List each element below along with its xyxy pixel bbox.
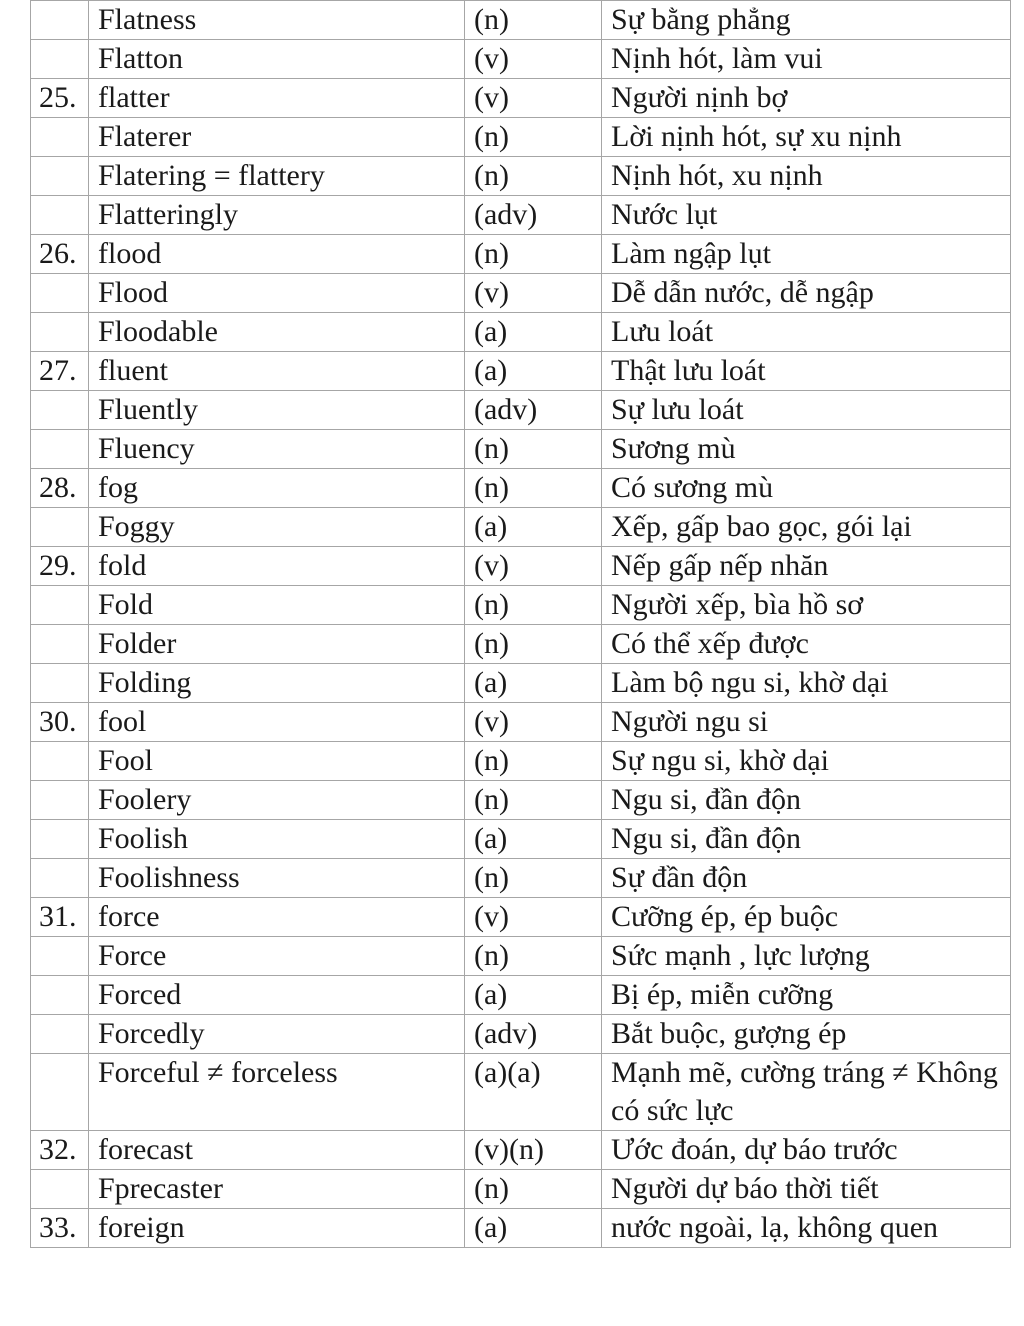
meaning-cell: Người nịnh bợ	[602, 79, 1011, 118]
part-of-speech-cell: (v)	[465, 40, 602, 79]
meaning-cell: Mạnh mẽ, cường tráng ≠ Không có sức lực	[602, 1054, 1011, 1131]
meaning-cell: Nếp gấp nếp nhăn	[602, 547, 1011, 586]
entry-number: 28.	[31, 469, 89, 508]
meaning-cell: Lời nịnh hót, sự xu nịnh	[602, 118, 1011, 157]
entry-number	[31, 1054, 89, 1131]
entry-number	[31, 664, 89, 703]
entry-number	[31, 508, 89, 547]
meaning-cell: Sức mạnh , lực lượng	[602, 937, 1011, 976]
part-of-speech-cell: (v)	[465, 547, 602, 586]
table-row	[31, 508, 1011, 547]
word-cell: Fprecaster	[89, 1170, 465, 1209]
table-row	[31, 937, 1011, 976]
table-row	[31, 313, 1011, 352]
meaning-cell: Người xếp, bìa hồ sơ	[602, 586, 1011, 625]
meaning-cell: Sương mù	[602, 430, 1011, 469]
meaning-cell: Sự lưu loát	[602, 391, 1011, 430]
meaning-cell: Bắt buộc, gượng ép	[602, 1015, 1011, 1054]
part-of-speech-cell: (n)	[465, 625, 602, 664]
entry-number: 29.	[31, 547, 89, 586]
table-row	[31, 40, 1011, 79]
word-cell: Forced	[89, 976, 465, 1015]
vocabulary-table-body	[31, 1, 1011, 1248]
entry-number: 30.	[31, 703, 89, 742]
meaning-cell: Xếp, gấp bao gọc, gói lại	[602, 508, 1011, 547]
table-row	[31, 1170, 1011, 1209]
word-cell: fool	[89, 703, 465, 742]
entry-number	[31, 1015, 89, 1054]
entry-number	[31, 1, 89, 40]
table-row	[31, 1131, 1011, 1170]
part-of-speech-cell: (v)(n)	[465, 1131, 602, 1170]
part-of-speech-cell: (n)	[465, 859, 602, 898]
table-row	[31, 274, 1011, 313]
table-row	[31, 742, 1011, 781]
word-cell: forecast	[89, 1131, 465, 1170]
table-row	[31, 157, 1011, 196]
part-of-speech-cell: (v)	[465, 79, 602, 118]
entry-number	[31, 781, 89, 820]
meaning-cell: Có thể xếp được	[602, 625, 1011, 664]
table-row	[31, 391, 1011, 430]
meaning-cell: Lưu loát	[602, 313, 1011, 352]
word-cell: fog	[89, 469, 465, 508]
meaning-cell: Người dự báo thời tiết	[602, 1170, 1011, 1209]
part-of-speech-cell: (adv)	[465, 1015, 602, 1054]
entry-number	[31, 937, 89, 976]
part-of-speech-cell: (v)	[465, 274, 602, 313]
word-cell: fluent	[89, 352, 465, 391]
meaning-cell: Làm ngập lụt	[602, 235, 1011, 274]
part-of-speech-cell: (n)	[465, 469, 602, 508]
entry-number	[31, 742, 89, 781]
entry-number	[31, 118, 89, 157]
part-of-speech-cell: (n)	[465, 937, 602, 976]
entry-number	[31, 40, 89, 79]
table-row	[31, 235, 1011, 274]
table-row	[31, 703, 1011, 742]
entry-number	[31, 274, 89, 313]
meaning-cell: Có sương mù	[602, 469, 1011, 508]
table-row	[31, 1, 1011, 40]
part-of-speech-cell: (n)	[465, 430, 602, 469]
table-row	[31, 859, 1011, 898]
part-of-speech-cell: (adv)	[465, 196, 602, 235]
table-row	[31, 430, 1011, 469]
word-cell: Folding	[89, 664, 465, 703]
entry-number: 32.	[31, 1131, 89, 1170]
meaning-cell: Nịnh hót, xu nịnh	[602, 157, 1011, 196]
part-of-speech-cell: (n)	[465, 1, 602, 40]
meaning-cell: Nước lụt	[602, 196, 1011, 235]
table-row	[31, 664, 1011, 703]
entry-number: 25.	[31, 79, 89, 118]
entry-number	[31, 976, 89, 1015]
part-of-speech-cell: (v)	[465, 898, 602, 937]
entry-number	[31, 820, 89, 859]
part-of-speech-cell: (adv)	[465, 391, 602, 430]
entry-number: 26.	[31, 235, 89, 274]
meaning-cell: Người ngu si	[602, 703, 1011, 742]
part-of-speech-cell: (n)	[465, 742, 602, 781]
part-of-speech-cell: (n)	[465, 157, 602, 196]
word-cell: Fluency	[89, 430, 465, 469]
meaning-cell: Ngu si, đần độn	[602, 781, 1011, 820]
part-of-speech-cell: (a)	[465, 352, 602, 391]
entry-number: 27.	[31, 352, 89, 391]
entry-number: 31.	[31, 898, 89, 937]
meaning-cell: Bị ép, miễn cưỡng	[602, 976, 1011, 1015]
word-cell: foreign	[89, 1209, 465, 1248]
entry-number	[31, 586, 89, 625]
table-row	[31, 1054, 1011, 1131]
word-cell: Forcedly	[89, 1015, 465, 1054]
word-cell: fold	[89, 547, 465, 586]
vocabulary-table	[30, 0, 1011, 1248]
table-row	[31, 898, 1011, 937]
meaning-cell: Sự bằng phẳng	[602, 1, 1011, 40]
table-row	[31, 1209, 1011, 1248]
word-cell: Foolish	[89, 820, 465, 859]
word-cell: Forceful ≠ forceless	[89, 1054, 465, 1131]
table-row	[31, 820, 1011, 859]
part-of-speech-cell: (n)	[465, 1170, 602, 1209]
meaning-cell: Nịnh hót, làm vui	[602, 40, 1011, 79]
meaning-cell: Ước đoán, dự báo trước	[602, 1131, 1011, 1170]
part-of-speech-cell: (n)	[465, 235, 602, 274]
word-cell: Foggy	[89, 508, 465, 547]
word-cell: Fold	[89, 586, 465, 625]
word-cell: Flatton	[89, 40, 465, 79]
meaning-cell: Thật lưu loát	[602, 352, 1011, 391]
entry-number	[31, 313, 89, 352]
word-cell: Fool	[89, 742, 465, 781]
entry-number	[31, 1170, 89, 1209]
table-row	[31, 118, 1011, 157]
meaning-cell: Sự ngu si, khờ dại	[602, 742, 1011, 781]
entry-number	[31, 196, 89, 235]
meaning-cell: Sự đần độn	[602, 859, 1011, 898]
word-cell: Force	[89, 937, 465, 976]
entry-number	[31, 391, 89, 430]
word-cell: Flaterer	[89, 118, 465, 157]
entry-number	[31, 157, 89, 196]
meaning-cell: Dễ dẫn nước, dễ ngập	[602, 274, 1011, 313]
part-of-speech-cell: (n)	[465, 586, 602, 625]
word-cell: flood	[89, 235, 465, 274]
word-cell: Flatteringly	[89, 196, 465, 235]
word-cell: Folder	[89, 625, 465, 664]
table-row	[31, 352, 1011, 391]
part-of-speech-cell: (a)(a)	[465, 1054, 602, 1131]
meaning-cell: Cưỡng ép, ép buộc	[602, 898, 1011, 937]
meaning-cell: nước ngoài, lạ, không quen	[602, 1209, 1011, 1248]
table-row	[31, 196, 1011, 235]
word-cell: Flood	[89, 274, 465, 313]
word-cell: Flatering = flattery	[89, 157, 465, 196]
entry-number	[31, 430, 89, 469]
table-row	[31, 547, 1011, 586]
part-of-speech-cell: (a)	[465, 508, 602, 547]
part-of-speech-cell: (a)	[465, 664, 602, 703]
meaning-cell: Làm bộ ngu si, khờ dại	[602, 664, 1011, 703]
table-row	[31, 625, 1011, 664]
entry-number: 33.	[31, 1209, 89, 1248]
part-of-speech-cell: (a)	[465, 313, 602, 352]
table-row	[31, 586, 1011, 625]
word-cell: Flatness	[89, 1, 465, 40]
part-of-speech-cell: (a)	[465, 976, 602, 1015]
table-row	[31, 781, 1011, 820]
word-cell: Foolery	[89, 781, 465, 820]
meaning-cell: Ngu si, đần độn	[602, 820, 1011, 859]
word-cell: flatter	[89, 79, 465, 118]
part-of-speech-cell: (n)	[465, 781, 602, 820]
entry-number	[31, 625, 89, 664]
table-row	[31, 79, 1011, 118]
part-of-speech-cell: (a)	[465, 820, 602, 859]
part-of-speech-cell: (v)	[465, 703, 602, 742]
table-row	[31, 1015, 1011, 1054]
entry-number	[31, 859, 89, 898]
word-cell: force	[89, 898, 465, 937]
table-row	[31, 976, 1011, 1015]
table-row	[31, 469, 1011, 508]
word-cell: Floodable	[89, 313, 465, 352]
word-cell: Fluently	[89, 391, 465, 430]
part-of-speech-cell: (a)	[465, 1209, 602, 1248]
part-of-speech-cell: (n)	[465, 118, 602, 157]
word-cell: Foolishness	[89, 859, 465, 898]
